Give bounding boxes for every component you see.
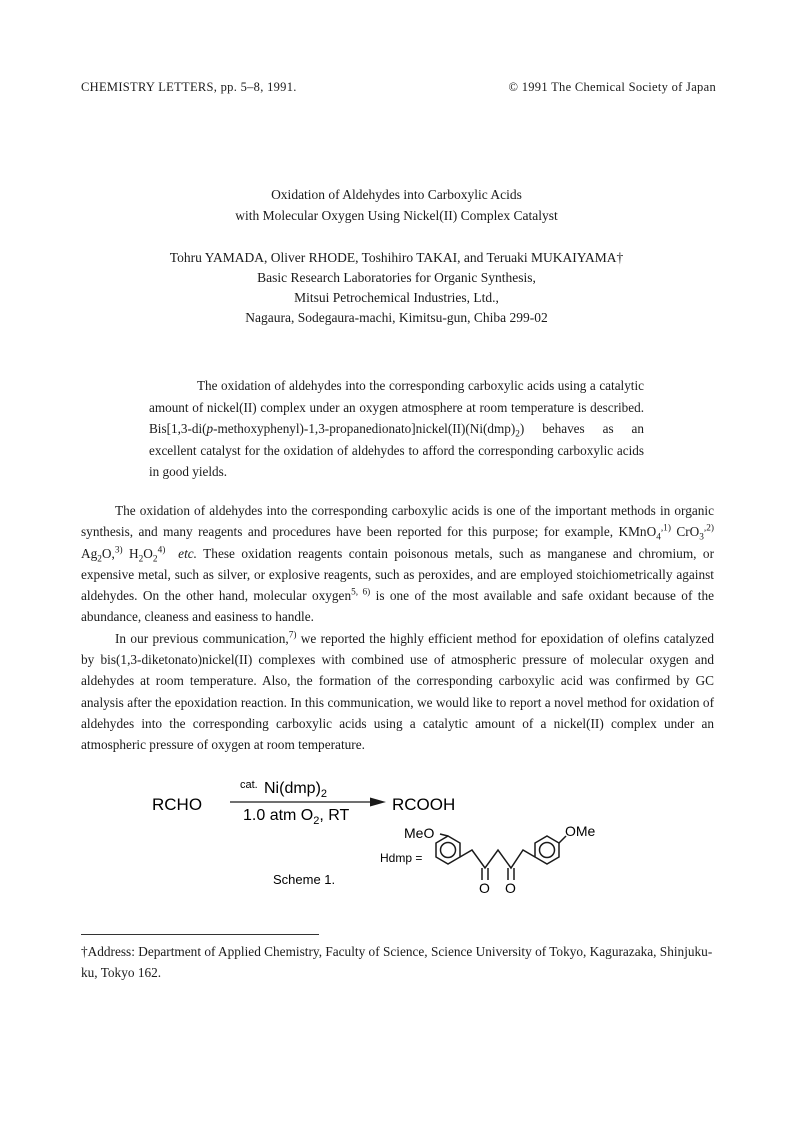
oxygen-label-left: O [479, 880, 490, 896]
scheme-caption: Scheme 1. [273, 872, 336, 887]
product-label: RCOOH [392, 795, 456, 814]
methoxy-label-right: OMe [565, 823, 596, 839]
methoxy-bond-left [440, 834, 448, 836]
aromatic-circle-right [540, 843, 555, 858]
title-line: Oxidation of Aldehydes into Carboxylic Acids [271, 187, 522, 202]
arrow-head-icon [370, 798, 386, 807]
body-text [81, 500, 714, 756]
cat-label: cat. [240, 779, 258, 791]
affiliation-line: Basic Research Laboratories for Organic Synthesis, [257, 270, 536, 285]
journal-header: CHEMISTRY LETTERS, pp. 5–8, 1991. [81, 80, 297, 94]
benzene-ring-right [535, 836, 559, 864]
affiliation-line: Mitsui Petrochemical Industries, Ltd., [294, 290, 499, 305]
conditions-label: 1.0 atm $O_2$, RT [243, 807, 350, 827]
abstract [149, 375, 644, 483]
affiliation-line: Nagaura, Sodegaura-machi, Kimitsu-gun, Chiba 299-02 [245, 310, 548, 325]
author-block [0, 248, 793, 328]
copyright-notice: © 1991 The Chemical Society of Japan [508, 80, 716, 94]
hdmp-structure [436, 834, 566, 880]
catalyst-label: $Ni(dmp)_2$ [264, 780, 328, 800]
aromatic-circle-left [441, 843, 456, 858]
paragraph: The oxidation of aldehydes into the corresponding carboxylic acids is one of the important methods in organic synthesis, and many reagents and procedures have been reported for this purpose; for example, KMnO$_4^{,1)}$ CrO$_3^{,2)}$ $Ag_2O,^{3)}$ $H_2O_2^{4)}$ etc. These oxidation reagents contain poisonous metals, such as manganese and chromium, or expensive metal, such as silver, or explosive reagents, such as peroxides, and are employed stoichiometrically against aldehydes. On the other hand, molecular oxygen$^{5, 6)}$ is one of the most available and safe oxidant because of the abundance, cleaness and easiness to handle. [81, 503, 715, 625]
reaction-scheme [0, 770, 793, 900]
hdmp-label: Hdmp = [380, 851, 423, 865]
abstract-text: The oxidation of aldehydes into the corresponding carboxylic acids using a catalytic amount of nickel(II) complex under an oxygen atmosphere at room temperature is described. $Bis[1,3-di(p-methoxyphenyl)-1,3-propanedionato]nickel(II)(Ni(dmp)_2)$ behaves as an excellent catalyst for the oxidation of aldehydes to afford the corresponding carboxylic acids in good yields. [149, 378, 644, 479]
oxygen-label-right: O [505, 880, 516, 896]
methoxy-label-left: MeO [404, 825, 435, 841]
title-line: with Molecular Oxygen Using Nickel(II) Complex Catalyst [235, 208, 558, 223]
diketone-chain [460, 850, 535, 868]
reactant-label: RCHO [152, 795, 203, 814]
footnote: †Address: Department of Applied Chemistry, Faculty of Science, Science University of Tokyo, Kagurazaka, Shinjuku-ku, Tokyo 162. [81, 944, 713, 980]
author-names: Tohru YAMADA, Oliver RHODE, Toshihiro TAKAI, and Teruaki MUKAIYAMA† [169, 250, 624, 265]
benzene-ring-left [436, 836, 460, 864]
paper-title [0, 184, 793, 226]
footnote-rule [81, 934, 319, 935]
paragraph: In our previous communication,$^{7)}$ we reported the highly efficient method for epoxidation of olefins catalyzed by bis(1,3-diketonato)nickel(II) complexes with combined use of atmospheric pressure of molecular oxygen and aldehydes at room temperature. Also, the formation of the corresponding carboxylic acid was confirmed by GC analysis after the epoxidation reaction. In this communication, we would like to report a novel method for oxidation of aldehydes into the corresponding carboxylic acids using a catalytic amount of a nickel(II) complex under an atmospheric pressure of oxygen at room temperature. [81, 630, 714, 753]
